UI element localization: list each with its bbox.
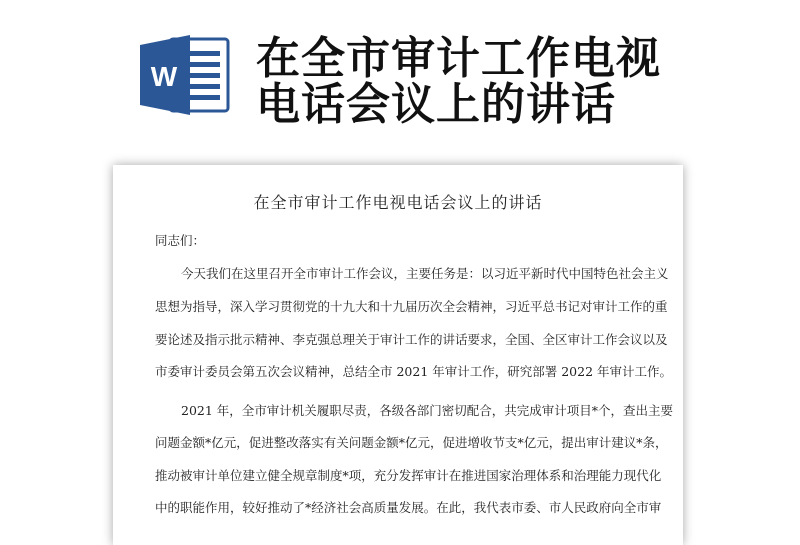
salutation: 同志们： <box>155 233 206 248</box>
header-title <box>256 33 661 130</box>
paragraph-line: 2021 年，全市审计机关履职尽责，各级各部门密切配合，共完成审计项目*个，查出主要 <box>181 403 674 418</box>
document-title: 在全市审计工作电视电话会议上的讲话 <box>253 193 543 212</box>
header-title-line-2: 电话会议上的讲话 <box>256 79 616 130</box>
header-title-line-1: 在全市审计工作电视 <box>256 33 661 84</box>
word-icon <box>140 33 232 117</box>
document-page <box>113 165 683 545</box>
paragraph-line: 问题金额*亿元，促进整改落实有关问题金额*亿元，促进增收节支*亿元，提出审计建议*条， <box>155 435 668 450</box>
paragraph-line: 今天我们在这里召开全市审计工作会议，主要任务是：以习近平新时代中国特色社会主义 <box>181 266 669 281</box>
paragraph-line: 中的职能作用，较好推动了*经济社会高质量发展。在此，我代表市委、市人民政府向全市审 <box>155 500 662 515</box>
paragraph-line: 要论述及指示批示精神、李克强总理关于审计工作的讲话要求，全国、全区审计工作会议以及 <box>155 332 668 347</box>
paragraph-line: 市委审计委员会第五次会议精神，总结全市 2021 年审计工作，研究部署 2022 年审计工作。 <box>155 364 673 379</box>
svg-text:W: W <box>150 61 178 92</box>
paragraph-line: 思想为指导，深入学习贯彻党的十九大和十九届历次全会精神，习近平总书记对审计工作的重 <box>155 299 668 314</box>
paragraph-line: 推动被审计单位建立健全规章制度*项，充分发挥审计在推进国家治理体系和治理能力现代化 <box>155 468 662 483</box>
